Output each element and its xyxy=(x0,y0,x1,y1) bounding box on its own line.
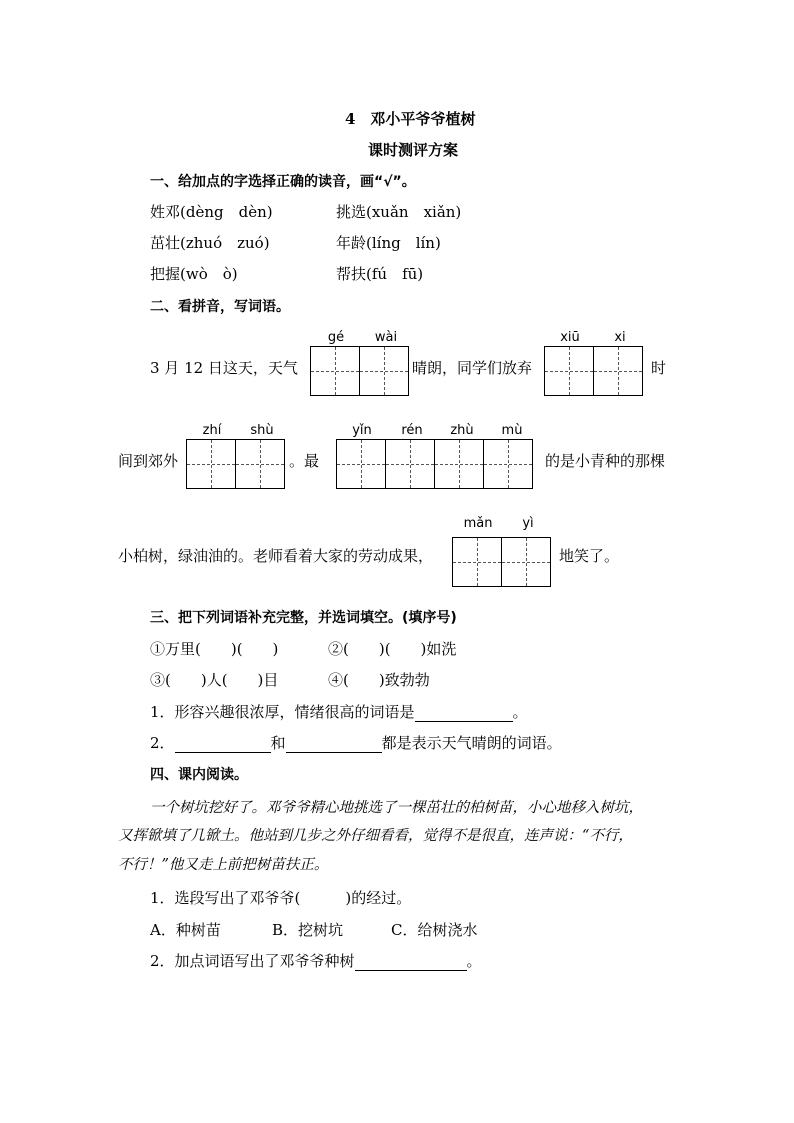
passage-line: 又挥锨填了几锨土。他站到几步之外仔细看看，觉得不是很直，连声说：“不行， xyxy=(118,828,633,844)
question-1 xyxy=(150,702,528,722)
reading-item: 茁壮(zhuó zuó) xyxy=(150,234,270,252)
writing-cell[interactable] xyxy=(484,439,533,489)
writing-grid[interactable] xyxy=(186,439,285,489)
writing-grid[interactable] xyxy=(310,346,409,396)
writing-cell[interactable] xyxy=(594,346,643,396)
reading-item: 年龄(líng lín) xyxy=(336,234,441,252)
pinyin-label: gé xyxy=(327,330,345,345)
idiom-item: ②( )( )如洗 xyxy=(328,640,457,658)
option-b[interactable]: B．挖树坑 xyxy=(272,921,344,939)
passage-line: 不行！”他又走上前把树苗扶正。 xyxy=(118,857,329,873)
writing-cell[interactable] xyxy=(544,346,594,396)
idiom-item: ③( )人( )目 xyxy=(150,671,279,689)
pinyin-label: zhù xyxy=(450,423,474,438)
reading-item: 挑选(xuǎn xiǎn) xyxy=(336,203,462,221)
sentence-text: 时 xyxy=(651,359,667,377)
writing-grid[interactable] xyxy=(452,537,551,587)
question-text: 。 xyxy=(466,952,482,970)
writing-cell[interactable] xyxy=(386,439,435,489)
answer-blank[interactable] xyxy=(415,705,513,722)
reading-item: 姓邓(dèng dèn) xyxy=(150,203,273,221)
answer-blank[interactable] xyxy=(175,736,271,753)
sentence-text: 间到郊外 xyxy=(118,452,179,470)
idiom-item: ①万里( )( ) xyxy=(150,640,279,658)
pinyin-label: rén xyxy=(401,423,423,438)
writing-grid[interactable] xyxy=(336,439,533,489)
writing-grid[interactable] xyxy=(544,346,643,396)
answer-blank[interactable] xyxy=(286,736,382,753)
question-text: 。 xyxy=(512,703,528,721)
writing-cell[interactable] xyxy=(435,439,484,489)
idiom-item: ④( )致勃勃 xyxy=(328,671,430,689)
option-a[interactable]: A．种树苗 xyxy=(150,921,221,939)
section-3-heading: 三、把下列词语补充完整，并选词填空。(填序号) xyxy=(150,610,457,626)
writing-cell[interactable] xyxy=(310,346,360,396)
sentence-text: 的是小青种的那棵 xyxy=(545,452,666,470)
pinyin-label: xi xyxy=(614,330,626,345)
pinyin-label: wài xyxy=(374,330,398,345)
writing-cell[interactable] xyxy=(236,439,285,489)
question-text: 2．加点词语写出了邓爷爷种树 xyxy=(150,952,355,970)
reading-item: 帮扶(fú fū) xyxy=(336,265,424,283)
writing-cell[interactable] xyxy=(360,346,409,396)
sentence-text: 小柏树，绿油油的。老师看着大家的劳动成果， xyxy=(118,547,434,565)
passage-line: 一个树坑挖好了。邓爷爷精心地挑选了一棵茁壮的柏树苗，小心地移入树坑， xyxy=(150,800,643,816)
writing-cell[interactable] xyxy=(186,439,236,489)
reading-question-2 xyxy=(150,951,482,971)
page-subtitle: 课时测评方案 xyxy=(368,141,459,159)
section-4-heading: 四、课内阅读。 xyxy=(150,767,248,783)
sentence-text: 3 月 12 日这天，天气 xyxy=(150,359,298,377)
writing-cell[interactable] xyxy=(502,537,551,587)
section-2-heading: 二、看拼音，写词语。 xyxy=(150,299,290,315)
pinyin-label: shù xyxy=(250,423,274,438)
writing-cell[interactable] xyxy=(336,439,386,489)
question-text: 1．形容兴趣很浓厚，情绪很高的词语是 xyxy=(150,703,415,721)
reading-item: 把握(wò ò) xyxy=(150,265,238,283)
pinyin-label: yì xyxy=(522,516,534,531)
answer-blank[interactable] xyxy=(355,954,467,971)
question-2 xyxy=(150,733,562,753)
sentence-text: 地笑了。 xyxy=(559,547,620,565)
pinyin-label: mǎn xyxy=(463,516,493,531)
option-c[interactable]: C．给树浇水 xyxy=(391,921,478,939)
sentence-text: 。最 xyxy=(289,452,320,470)
pinyin-label: zhí xyxy=(202,423,222,438)
pinyin-label: mù xyxy=(501,423,523,438)
pinyin-label: xiū xyxy=(560,330,580,345)
writing-cell[interactable] xyxy=(452,537,502,587)
pinyin-label: yǐn xyxy=(352,423,372,438)
question-text: 2． xyxy=(150,734,175,752)
lesson-title: 4 邓小平爷爷植树 xyxy=(345,110,476,128)
section-1-heading: 一、给加点的字选择正确的读音，画“√”。 xyxy=(150,174,416,190)
question-text: 都是表示天气晴朗的词语。 xyxy=(381,734,562,752)
reading-question-1: 1．选段写出了邓爷爷( )的经过。 xyxy=(150,889,412,907)
question-text: 和 xyxy=(270,734,286,752)
sentence-text: 晴朗，同学们放弃 xyxy=(412,359,533,377)
